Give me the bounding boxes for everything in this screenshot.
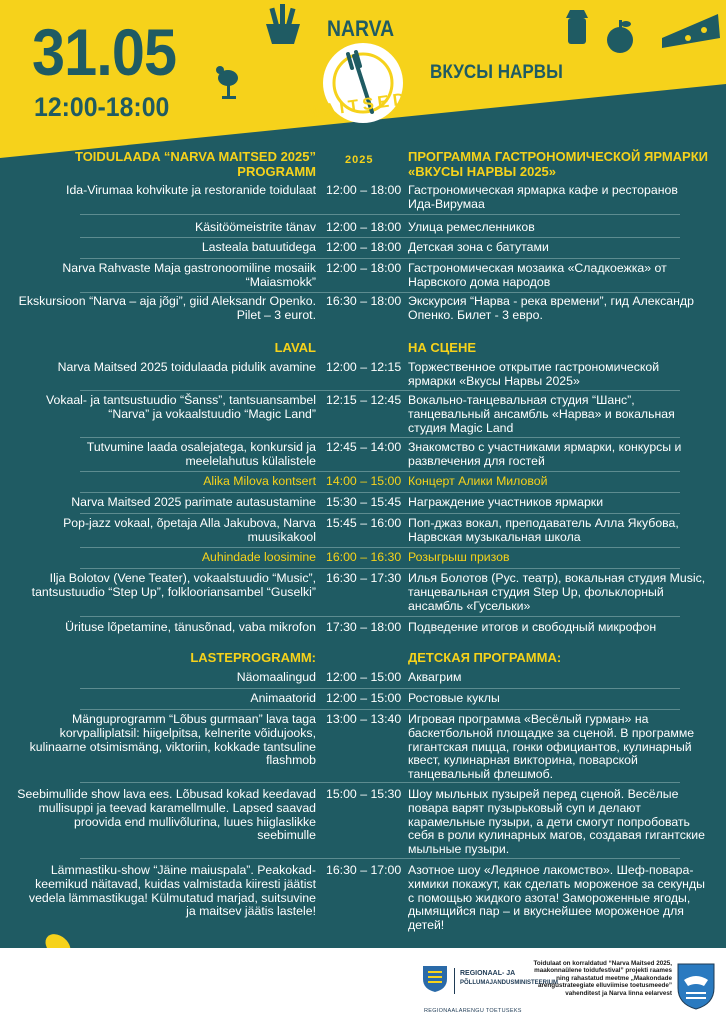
section3-title-et: LASTEPROGRAMM: (190, 650, 316, 665)
fries-icon (258, 2, 308, 46)
row-divider (80, 616, 680, 617)
brand-ru: ВКУСЫ НАРВЫ (430, 62, 563, 83)
row-time: 12:45 – 14:00 (326, 440, 402, 454)
row-et: Seebimullide show lava ees. Lõbusad kokad keedavad mullisuppi ja teevad karamellmulle. Lapsed saavad proovida end mullivõlurina, luues hiiglaslikke seebimulle (17, 787, 316, 843)
row-et: Ürituse lõpetamine, tänusõnad, vaba mikrofon (65, 620, 316, 634)
row-ru: Вокально-танцевальная студия “Шанс”, танцевальный ансамбль «Нарва» и вокальная студия Magic Land (408, 393, 675, 435)
narva-coat-of-arms-icon (676, 962, 716, 1010)
row-et: Animaatorid (250, 691, 316, 705)
row-et: Käsitöömeistrite tänav (195, 220, 316, 234)
funding-notice: Toidulaat on korraldatud “Narva Maitsed 2025, maakonnaülene toidufestival” projekti raames ning rahastatud meetme „Maakondade arengustrateegiate elluviimise toetusmeede” vahenditest ja Narva linna eelarvest (533, 960, 672, 997)
row-et: Lasteala batuutidega (201, 240, 316, 254)
row-et: Narva Maitsed 2025 toidulaada pidulik avamine (57, 360, 316, 374)
row-divider (80, 492, 680, 493)
ministry-divider (454, 968, 455, 994)
row-ru: Знакомство с участниками ярмарки, конкурсы и развлечения для гостей (408, 440, 682, 468)
row-ru: Концерт Алики Миловой (408, 474, 548, 488)
row-time: 12:00 – 12:15 (326, 360, 402, 374)
row-et: Pop-jazz vokaal, õpetaja Alla Jakubova, Narva muusikakool (63, 516, 316, 544)
row-et: Tutvumine laada osalejatega, konkursid ja meelelahutus külalistele (86, 440, 316, 468)
row-ru: Экскурсия “Нарва - река времени”, гид Александр Опенко. Билет - 3 евро. (408, 294, 694, 322)
rooster-icon (212, 62, 246, 100)
row-ru: Илья Болотов (Рус. театр), вокальная студия Music, танцевальная студия Step Up, фольклорный ансамбль «Гусельки» (408, 571, 706, 613)
row-divider (80, 214, 680, 215)
row-et: Auhindade loosimine (201, 550, 316, 564)
row-et: Ida-Virumaa kohvikute ja restoranide toidulaat (66, 183, 316, 197)
row-ru: Торжественное открытие гастрономической ярмарки «Вкусы Нарвы 2025» (408, 360, 660, 388)
row-divider (80, 513, 680, 514)
row-ru: Поп-джаз вокал, преподаватель Алла Якубова, Нарвская музыкальная школа (408, 516, 679, 544)
row-time: 16:30 – 17:00 (326, 863, 402, 877)
row-time: 15:30 – 15:45 (326, 495, 402, 509)
row-et: Näomaalingud (236, 670, 316, 684)
row-ru: Азотное шоу «Ледяное лакомство». Шеф-повара-химики покажут, как сделать мороженое за секунды с помощью жидкого азота! Замороженные ягоды, дымящийся пар – и вкуснейшее мороженое для детей! (408, 863, 705, 933)
section1-title-et: TOIDULAADA “NARVA MAITSED 2025” PROGRAMM (74, 149, 316, 179)
brand-year: 2025 (345, 154, 374, 166)
section3-title-ru: ДЕТСКАЯ ПРОГРАММА: (408, 650, 562, 665)
row-time: 16:00 – 16:30 (326, 550, 402, 564)
row-et: Narva Rahvaste Maja gastronoomiline mosaiik “Maiasmokk” (62, 261, 316, 289)
apple-icon (602, 16, 638, 56)
section2-title-et: LAVAL (274, 340, 316, 355)
row-divider (80, 709, 680, 710)
row-time: 12:00 – 18:00 (326, 183, 402, 197)
row-ru: Шоу мыльных пузырей перед сценой. Весёлые повара варят пузырьковый суп и делают карамельные пузыри, а дети смогут попробовать себя в роли кулинарных магов, создавая гигантские мыльные пузыри. (408, 787, 705, 857)
row-divider (80, 471, 680, 472)
event-time: 12:00-18:00 (34, 92, 170, 122)
row-divider (80, 437, 680, 438)
row-et: Mänguprogramm “Lõbus gurmaan” lava taga korvpalliplatsil: hiigelpitsa, kelnerite võidujooks, kulinaarne otsimismäng, viktoriin, kokkade tantsuline flashmob (29, 712, 316, 768)
row-ru: Гастрономическая мозаика «Сладкоежка» от Нарвского дома народов (408, 261, 667, 289)
ministry-subtitle: REGIONAALARENGU TOETUSEKS (424, 1008, 522, 1014)
row-time: 12:00 – 18:00 (326, 240, 402, 254)
row-divider (80, 782, 680, 783)
brand-narva: NARVA (327, 16, 395, 41)
row-ru: Игровая программа «Весёлый гурман» на баскетбольной площадке за сценой. В программе гигантская пицца, гонки официантов, кулинарный квест, кулинарная викторина, поварской танцевальный флешмоб. (408, 712, 695, 782)
row-time: 15:00 – 15:30 (326, 787, 402, 801)
row-et: Ekskursioon “Narva – aja jõgi”, giid Aleksandr Openko. Pilet – 3 eurot. (18, 294, 316, 322)
row-ru: Аквагрим (408, 670, 462, 684)
row-time: 16:30 – 18:00 (326, 294, 402, 308)
row-time: 17:30 – 18:00 (326, 620, 402, 634)
section1-title-ru: ПРОГРАММА ГАСТРОНОМИЧЕСКОЙ ЯРМАРКИ «ВКУСЫ НАРВЫ 2025» (408, 149, 709, 179)
ministry-name-line1: REGIONAAL- JA (460, 970, 516, 977)
row-time: 12:00 – 18:00 (326, 261, 402, 275)
row-divider (80, 258, 680, 259)
brand-maitsed: MAITSED (304, 88, 411, 123)
row-time: 12:00 – 15:00 (326, 691, 402, 705)
row-divider (80, 292, 680, 293)
row-time: 12:15 – 12:45 (326, 393, 402, 407)
row-divider (80, 237, 680, 238)
row-time: 13:00 – 13:40 (326, 712, 402, 726)
row-ru: Награждение участников ярмарки (408, 495, 604, 509)
row-divider (80, 688, 680, 689)
row-divider (80, 547, 680, 548)
row-ru: Гастрономическая ярмарка кафе и ресторанов Ида-Вирумаа (408, 183, 678, 211)
row-ru: Улица ремесленников (408, 220, 535, 234)
section2-title-ru: НА СЦЕНЕ (408, 340, 477, 355)
row-time: 15:45 – 16:00 (326, 516, 402, 530)
cheese-icon (658, 8, 724, 52)
row-divider (80, 858, 680, 859)
row-et: Narva Maitsed 2025 parimate autasustamine (71, 495, 316, 509)
row-et: Vokaal- ja tantsustuudio “Šanss”, tantsuansambel “Narva” ja vokaalstuudio “Magic Land” (45, 393, 316, 421)
salt-shaker-icon (560, 8, 594, 48)
row-et: Alika Milova kontsert (203, 474, 316, 488)
event-date: 31.05 (32, 15, 177, 89)
estonia-coat-of-arms-icon (420, 963, 450, 993)
row-divider (80, 390, 680, 391)
ministry-name-line2: PÕLLUMAJANDUSMINISTEERIUM (460, 980, 559, 986)
row-time: 12:00 – 18:00 (326, 220, 402, 234)
row-ru: Ростовые куклы (408, 691, 500, 705)
row-et: Ilja Bolotov (Vene Teater), vokaalstuudio “Music”, tantsustuudio “Step Up”, folklooriansambel “Guselki” (31, 571, 316, 599)
row-et: Lämmastiku-show “Jäine maiuspala”. Peakokad-keemikud näitavad, kuidas valmistada kiiresti jäätist vedela lämmastikuga! Külmutatud marjad, suitsuvine ja maitsev jäätis lastele! (28, 863, 316, 919)
row-time: 14:00 – 15:00 (326, 474, 402, 488)
row-time: 16:30 – 17:30 (326, 571, 402, 585)
row-time: 12:00 – 15:00 (326, 670, 402, 684)
row-ru: Подведение итогов и свободный микрофон (408, 620, 657, 634)
row-divider (80, 568, 680, 569)
row-ru: Розыгрыш призов (408, 550, 510, 564)
row-ru: Детская зона с батутами (408, 240, 549, 254)
